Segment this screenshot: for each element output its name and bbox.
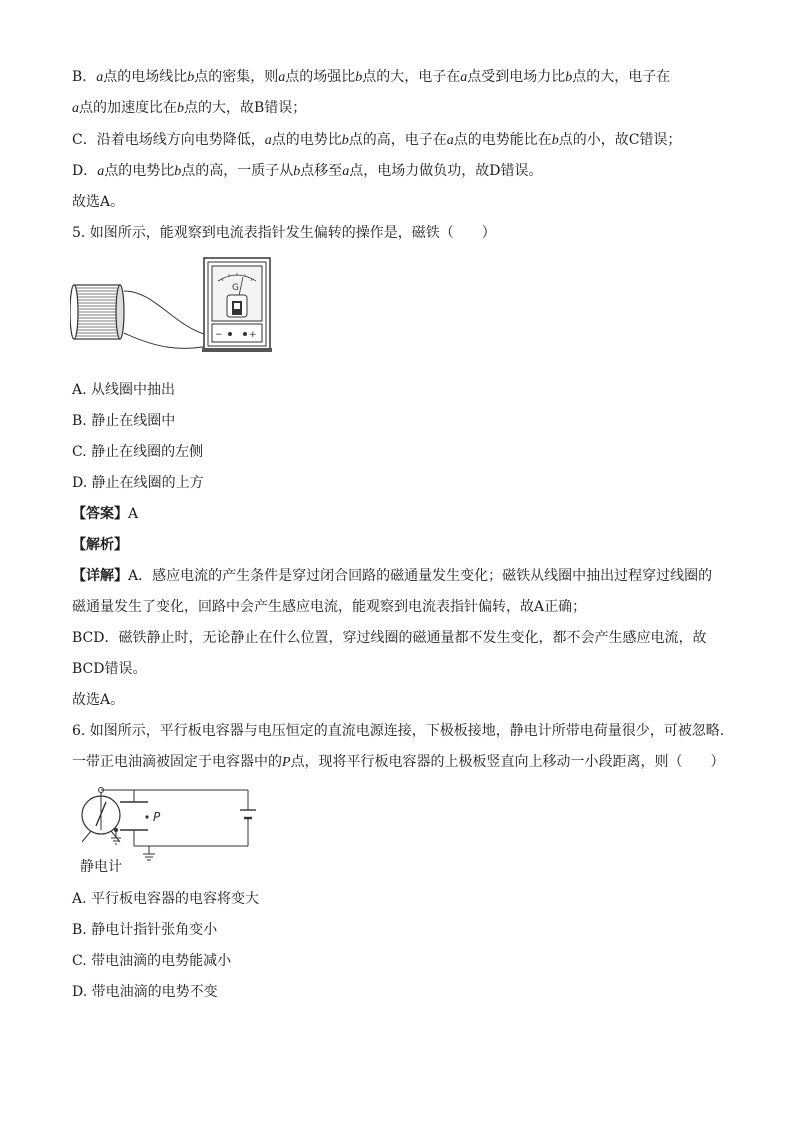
prev-conclusion: 故选A。 [72, 194, 125, 210]
q5-detail-line2: 磁通量发生了变化，回路中会产生感应电流，能观察到电流表指针偏转，故A正确； [72, 599, 587, 615]
electrometer-icon [82, 788, 121, 845]
ground-icon [143, 854, 155, 860]
q5-detail-line1: 【详解】A．感应电流的产生条件是穿过闭合回路的磁通量发生变化；磁铁从线圈中抽出过程穿过线圈的 [72, 568, 713, 584]
q6-option-c: C. 带电油滴的电势能减小 [72, 953, 232, 969]
q6-option-d: D. 带电油滴的电势不变 [72, 984, 218, 1000]
analysis-d-line: D．a点的电势比b点的高，一质子从b点移至a点，电场力做负功，故D错误。 [72, 163, 543, 179]
q6-option-b: B. 静电计指针张角变小 [72, 922, 218, 938]
svg-text:+: + [249, 330, 257, 340]
q5-option-d: D. 静止在线圈的上方 [72, 475, 204, 491]
svg-text:−: − [215, 330, 223, 340]
oil-drop-point [145, 815, 148, 818]
q5-conclusion: 故选A。 [72, 692, 125, 708]
galvanometer-icon [202, 258, 272, 352]
electrometer-caption: 静电计 [80, 859, 122, 875]
circuit-wires [101, 790, 248, 854]
q6-stem-line2: 一带正电油滴被固定于电容器中的P点，现将平行板电容器的上极板竖直向上移动一小段距离，则（ ） [72, 754, 725, 770]
q6-stem-line1: 6. 如图所示，平行板电容器与电压恒定的直流电源连接，下极板接地，静电计所带电荷量很少，可被忽略. [72, 723, 725, 739]
svg-text:P: P [153, 810, 161, 824]
analysis-c-line: C．沿着电场线方向电势降低，a点的电势比b点的高，电子在a点的电势能比在b点的小，故C错误； [72, 132, 682, 148]
analysis-b-line1: B．a点的电场线比b点的密集，则a点的场强比b点的大，电子在a点受到电场力比b点的大，电子在 [72, 69, 671, 85]
coil-icon [70, 285, 124, 339]
q5-option-a: A. 从线圈中抽出 [72, 382, 176, 398]
q6-option-a: A. 平行板电容器的电容将变大 [72, 891, 260, 907]
q5-stem: 5. 如图所示，能观察到电流表指针发生偏转的操作是，磁铁（ ） [72, 225, 496, 241]
q5-option-b: B. 静止在线圈中 [72, 413, 176, 429]
q5-option-c: C. 静止在线圈的左侧 [72, 444, 204, 460]
analysis-b-line2: a点的加速度比在b点的大，故B错误； [72, 100, 307, 116]
q5-detail-line3: BCD．磁铁静止时，无论静止在什么位置，穿过线圈的磁通量都不发生变化，都不会产生感应电流，故 [72, 630, 707, 646]
q5-answer: 【答案】A [72, 506, 139, 522]
battery-icon [240, 810, 256, 818]
q5-analysis-tag: 【解析】 [72, 537, 128, 553]
svg-text:G: G [232, 283, 239, 293]
q5-figure [70, 255, 280, 355]
q5-detail-line4: BCD错误。 [72, 661, 147, 677]
